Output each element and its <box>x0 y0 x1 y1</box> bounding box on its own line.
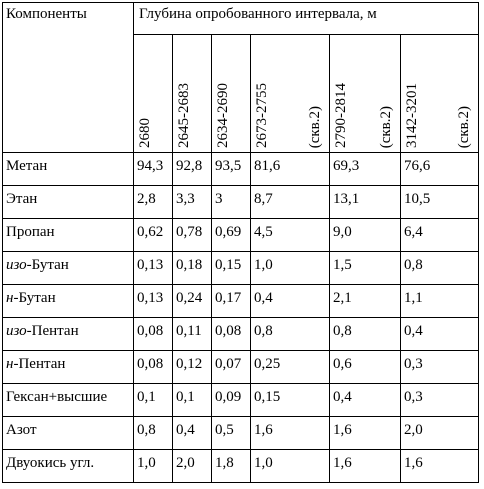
value-cell: 0,09 <box>212 384 251 417</box>
value-cell: 3,3 <box>173 186 212 219</box>
value-cell: 0,13 <box>134 252 173 285</box>
component-name: -Пентан <box>13 356 66 372</box>
value-cell: 0,1 <box>173 384 212 417</box>
value-cell: 0,5 <box>212 417 251 450</box>
table-row <box>3 450 479 483</box>
value-cell: 0,07 <box>212 351 251 384</box>
depth-interval-header: Глубина опробованного интервала, м <box>134 3 479 35</box>
value-cell: 0,4 <box>173 417 212 450</box>
value-cell: 0,25 <box>251 351 330 384</box>
component-prefix: изо <box>6 257 27 273</box>
value-cell: 0,78 <box>173 219 212 252</box>
value-cell: 1,6 <box>401 450 479 483</box>
value-cell: 1,0 <box>251 252 330 285</box>
component-prefix: изо <box>6 323 27 339</box>
value-cell: 6,4 <box>401 219 479 252</box>
table-row <box>3 219 479 252</box>
value-cell: 0,8 <box>330 318 401 351</box>
interval-header-cell <box>401 35 479 153</box>
interval-depth-label: 2645-2683 <box>176 83 192 148</box>
interval-depth-label: 2790-2814 <box>333 83 349 148</box>
value-cell: 2,0 <box>173 450 212 483</box>
value-cell: 3 <box>212 186 251 219</box>
gas-composition-table <box>2 2 479 483</box>
value-cell: 0,12 <box>173 351 212 384</box>
value-cell: 0,17 <box>212 285 251 318</box>
interval-well-label: (скв.2) <box>378 105 394 148</box>
table-row <box>3 384 479 417</box>
interval-well-label: (скв.2) <box>307 105 323 148</box>
component-name: Азот <box>6 422 37 438</box>
value-cell: 0,08 <box>134 351 173 384</box>
value-cell: 1,8 <box>212 450 251 483</box>
interval-well-label: (скв.2) <box>456 105 472 148</box>
value-cell: 0,08 <box>212 318 251 351</box>
value-cell: 0,08 <box>134 318 173 351</box>
value-cell: 0,4 <box>401 318 479 351</box>
interval-header-cell <box>251 35 330 153</box>
interval-header-cell <box>330 35 401 153</box>
header-row-top <box>3 3 479 35</box>
component-name-cell <box>3 285 134 318</box>
value-cell: 1,6 <box>330 417 401 450</box>
interval-depth-label: 2634-2690 <box>215 83 231 148</box>
value-cell: 0,8 <box>134 417 173 450</box>
table-row <box>3 351 479 384</box>
interval-depth-label: 3142-3201 <box>404 83 420 148</box>
value-cell: 76,6 <box>401 153 479 186</box>
value-cell: 0,4 <box>251 285 330 318</box>
value-cell: 2,8 <box>134 186 173 219</box>
component-name-cell <box>3 450 134 483</box>
value-cell: 0,3 <box>401 351 479 384</box>
component-prefix: н <box>6 356 14 372</box>
value-cell: 2,0 <box>401 417 479 450</box>
interval-depth-label: 2680 <box>137 118 153 148</box>
component-name-cell <box>3 417 134 450</box>
value-cell: 2,1 <box>330 285 401 318</box>
interval-depth-label: 2673-2755 <box>254 83 270 148</box>
interval-header-cell <box>134 35 173 153</box>
value-cell: 9,0 <box>330 219 401 252</box>
component-name: Гексан+высшие <box>6 389 108 405</box>
component-name: Этан <box>6 191 38 207</box>
table-row <box>3 186 479 219</box>
value-cell: 1,1 <box>401 285 479 318</box>
value-cell: 0,1 <box>134 384 173 417</box>
component-name-cell <box>3 153 134 186</box>
value-cell: 1,0 <box>134 450 173 483</box>
component-name: -Бутан <box>13 290 56 306</box>
interval-header-cell <box>173 35 212 153</box>
value-cell: 0,62 <box>134 219 173 252</box>
value-cell: 0,13 <box>134 285 173 318</box>
value-cell: 93,5 <box>212 153 251 186</box>
value-cell: 0,18 <box>173 252 212 285</box>
component-name: Двуокись угл. <box>6 455 95 471</box>
table-row <box>3 252 479 285</box>
value-cell: 0,15 <box>251 384 330 417</box>
value-cell: 1,0 <box>251 450 330 483</box>
value-cell: 0,69 <box>212 219 251 252</box>
component-name-cell <box>3 219 134 252</box>
value-cell: 8,7 <box>251 186 330 219</box>
table-row <box>3 318 479 351</box>
component-name-cell <box>3 318 134 351</box>
value-cell: 4,5 <box>251 219 330 252</box>
value-cell: 0,15 <box>212 252 251 285</box>
component-prefix: н <box>6 290 14 306</box>
value-cell: 69,3 <box>330 153 401 186</box>
component-name: -Бутан <box>26 257 69 273</box>
component-name-cell <box>3 252 134 285</box>
value-cell: 0,8 <box>401 252 479 285</box>
value-cell: 0,8 <box>251 318 330 351</box>
value-cell: 94,3 <box>134 153 173 186</box>
component-name-cell <box>3 384 134 417</box>
component-name-cell <box>3 351 134 384</box>
component-name: Пропан <box>6 224 55 240</box>
value-cell: 0,4 <box>330 384 401 417</box>
value-cell: 10,5 <box>401 186 479 219</box>
value-cell: 13,1 <box>330 186 401 219</box>
components-header: Компоненты <box>3 3 134 153</box>
table-row <box>3 417 479 450</box>
value-cell: 0,3 <box>401 384 479 417</box>
component-name: Метан <box>6 158 48 174</box>
interval-header-cell <box>212 35 251 153</box>
table-body <box>3 153 479 483</box>
value-cell: 1,6 <box>251 417 330 450</box>
table-row <box>3 153 479 186</box>
value-cell: 0,11 <box>173 318 212 351</box>
value-cell: 1,6 <box>330 450 401 483</box>
component-name-cell <box>3 186 134 219</box>
component-name: -Пентан <box>26 323 79 339</box>
table-row <box>3 285 479 318</box>
value-cell: 1,5 <box>330 252 401 285</box>
value-cell: 92,8 <box>173 153 212 186</box>
value-cell: 81,6 <box>251 153 330 186</box>
value-cell: 0,24 <box>173 285 212 318</box>
value-cell: 0,6 <box>330 351 401 384</box>
